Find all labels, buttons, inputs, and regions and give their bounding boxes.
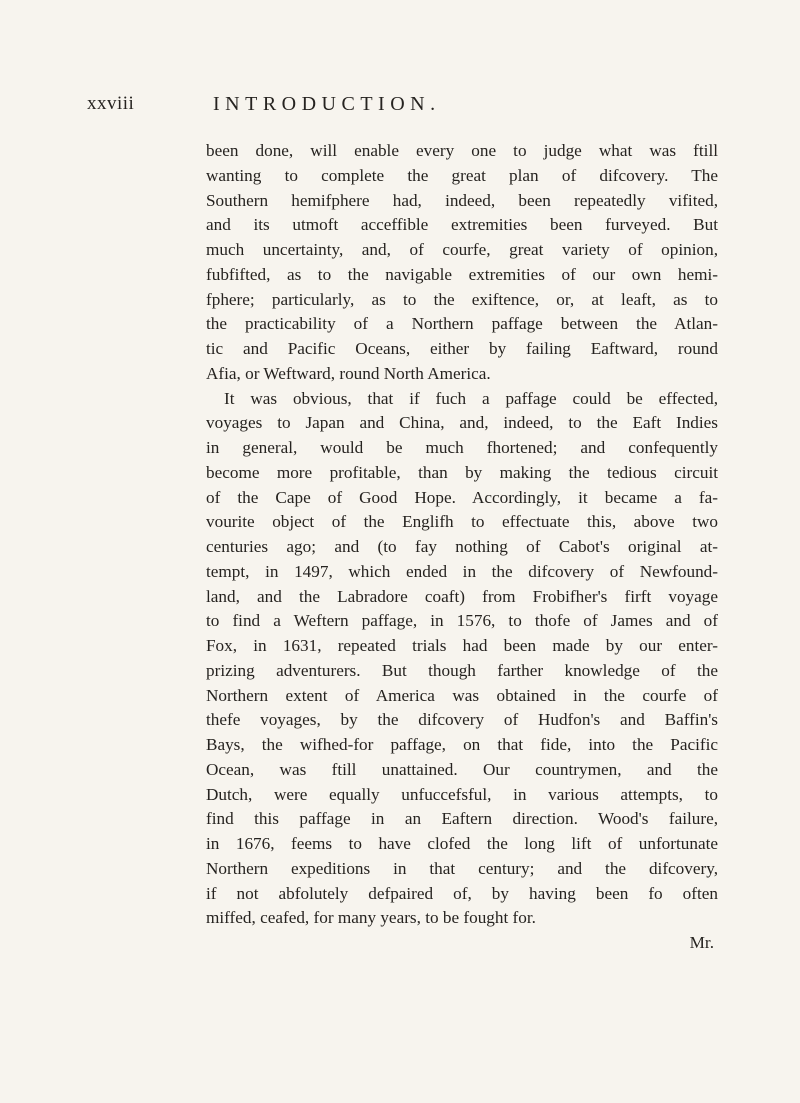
text-line: Bays, the wifhed-for paffage, on that fide, into the Pacific bbox=[206, 735, 718, 754]
text-line: thefe voyages, by the difcovery of Hudfon's and Baffin's bbox=[206, 710, 718, 730]
text-line: become more profitable, than by making the tedious circuit bbox=[206, 462, 718, 482]
text-line: the practicability of a Northern paffage between the Atlan- bbox=[206, 314, 718, 334]
text-line: in 1676, feems to have clofed the long lift of unfortunate bbox=[206, 834, 718, 853]
text-line: in general, would be much fhortened; and confequently bbox=[206, 438, 718, 457]
text-line: of the Cape of Good Hope. Accordingly, it became a fa- bbox=[206, 487, 718, 507]
running-head bbox=[0, 93, 800, 127]
body-text bbox=[206, 139, 718, 956]
text-line: vourite object of the Englifh to effectuate this, above two bbox=[206, 512, 718, 532]
text-line: voyages to Japan and China, and, indeed, to the Eaft Indies bbox=[206, 413, 718, 433]
text-line: much uncertainty, and, of courfe, great variety of opinion, bbox=[206, 240, 718, 259]
catchword: Mr. bbox=[689, 933, 714, 952]
text-line: to find a Weftern paffage, in 1576, to thofe of James and of bbox=[206, 611, 718, 631]
paragraph-first-line: It was obvious, that if fuch a paffage could be effected, bbox=[224, 388, 718, 408]
paragraph-last-line: Afia, or Weftward, round North America. bbox=[206, 363, 491, 383]
text-line: and its utmoft acceffible extremities been furveyed. But bbox=[206, 215, 718, 235]
text-line: prizing adventurers. But though farther knowledge of the bbox=[206, 660, 718, 680]
text-line: Northern expeditions in that century; and the difcovery, bbox=[206, 858, 718, 878]
text-line: tempt, in 1497, which ended in the difcovery of Newfound- bbox=[206, 561, 718, 581]
paragraph-last-line: miffed, ceafed, for many years, to be fought for. bbox=[206, 908, 536, 928]
text-line: fubfifted, as to the navigable extremities of our own hemi- bbox=[206, 264, 718, 284]
text-line: tic and Pacific Oceans, either by failing Eaftward, round bbox=[206, 339, 718, 358]
text-line: been done, will enable every one to judge what was ftill bbox=[206, 141, 718, 160]
text-line: wanting to complete the great plan of difcovery. The bbox=[206, 165, 718, 185]
running-title: INTRODUCTION. bbox=[213, 93, 441, 115]
text-line: Northern extent of America was obtained in the courfe of bbox=[206, 685, 718, 705]
text-line: Southern hemifphere had, indeed, been repeatedly vifited, bbox=[206, 190, 718, 210]
text-line: land, and the Labradore coaft) from Frobifher's firft voyage bbox=[206, 586, 718, 606]
text-line: if not abfolutely defpaired of, by having been fo often bbox=[206, 883, 718, 903]
text-line: Fox, in 1631, repeated trials had been made by our enter- bbox=[206, 636, 718, 655]
text-line: fphere; particularly, as to the exiftence, or, at leaft, as to bbox=[206, 289, 718, 309]
text-line: find this paffage in an Eaftern direction. Wood's failure, bbox=[206, 809, 718, 829]
text-line: Dutch, were equally unfuccefsful, in various attempts, to bbox=[206, 784, 718, 804]
text-line: Ocean, was ftill unattained. Our countrymen, and the bbox=[206, 759, 718, 779]
page-number: xxviii bbox=[87, 93, 135, 114]
text-line: centuries ago; and (to fay nothing of Cabot's original at- bbox=[206, 537, 718, 556]
